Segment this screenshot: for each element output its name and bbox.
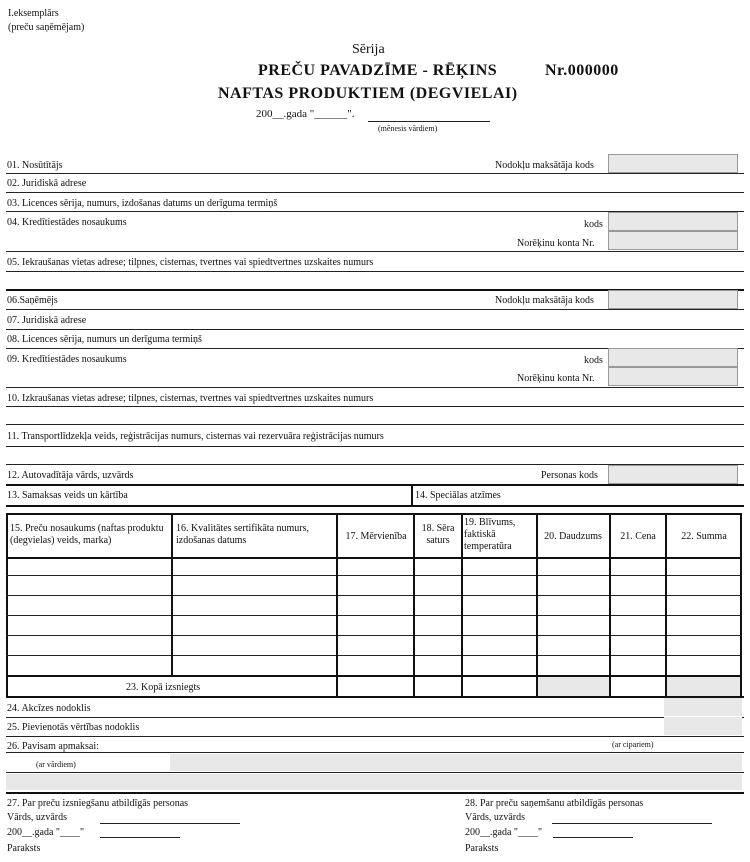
table-col-line	[171, 513, 173, 675]
receiver-account-label: Norēķinu konta Nr.	[517, 373, 595, 384]
divider	[6, 309, 744, 310]
sender-bank-code-label: kods	[584, 219, 603, 230]
divider	[6, 424, 744, 425]
sender-account-label: Norēķinu konta Nr.	[517, 238, 595, 249]
month-hint: (mēnesis vārdiem)	[378, 124, 438, 133]
in-digits-hint: (ar cipariem)	[612, 740, 654, 749]
receiver-tax-code-label: Nodokļu maksātāja kods	[495, 295, 594, 306]
receiver-name-label: Vārds, uzvārds	[465, 812, 525, 823]
table-header-divider	[6, 557, 742, 559]
col-header-product: 15. Preču nosaukums (naftas produktu (degvielas) veids, marka)	[10, 523, 164, 546]
sender-bank-label: 04. Kredītiestādes nosaukums	[7, 217, 127, 228]
issuer-name-line[interactable]	[100, 823, 240, 824]
section-divider	[6, 484, 744, 486]
payment-method-label: 13. Samaksas veids un kārtība	[7, 490, 128, 501]
receiver-legal-address-label: 07. Juridiskā adrese	[7, 315, 87, 326]
loading-address-label: 05. Iekraušanas vietas adrese; tilpnes, cisternas, tvertnes vai spiedtvertnes uzskaites numurs	[7, 257, 374, 268]
receiver-date-line[interactable]	[553, 837, 633, 838]
sender-bank-code-field[interactable]	[608, 212, 738, 231]
col-header-price: 21. Cena	[620, 531, 656, 542]
divider	[6, 736, 744, 737]
receiver-signature-label: Paraksts	[465, 843, 499, 854]
sender-legal-address-label: 02. Juridiskā adrese	[7, 178, 87, 189]
issuer-name-label: Vārds, uzvārds	[7, 812, 67, 823]
copy-number: I.eksemplārs	[8, 8, 59, 19]
col-header-density: 19. Blīvums, faktiskā temperatūra	[464, 517, 516, 552]
divider	[6, 406, 744, 407]
special-notes-label: 14. Speciālas atzīmes	[415, 490, 501, 501]
total-words-field-2[interactable]	[6, 774, 742, 790]
sender-account-field[interactable]	[608, 231, 738, 250]
section-divider	[6, 792, 744, 794]
personal-code-label: Personas kods	[541, 470, 598, 481]
table-col-line	[336, 513, 338, 696]
divider	[6, 387, 744, 388]
table-bottom-line	[6, 696, 744, 698]
driver-label: 12. Autovadītāja vārds, uzvārds	[7, 470, 134, 481]
receiver-bank-label: 09. Kredītiestādes nosaukums	[7, 354, 127, 365]
excise-tax-field[interactable]	[664, 698, 742, 716]
copy-recipient-note: (preču saņēmējam)	[8, 22, 85, 33]
excise-tax-label: 24. Akcīzes nodoklis	[7, 703, 91, 714]
vat-field[interactable]	[664, 717, 742, 735]
divider	[6, 271, 744, 272]
issuer-signature-label: Paraksts	[7, 843, 41, 854]
col-header-unit: 17. Mērvienība	[345, 531, 407, 542]
table-total-line	[6, 675, 742, 677]
receiver-date-label: 200__.gada "____"	[465, 827, 543, 838]
table-row-line	[6, 635, 742, 636]
total-quantity-field[interactable]	[538, 677, 609, 696]
divider	[6, 329, 744, 330]
section-divider	[6, 505, 744, 507]
date-month-underline	[368, 121, 490, 122]
divider	[6, 446, 744, 447]
table-row-line	[6, 575, 742, 576]
goods-table	[6, 513, 742, 696]
table-row-line	[6, 595, 742, 596]
col-header-quantity: 20. Daudzums	[544, 531, 602, 542]
receiver-license-label: 08. Licences sērija, numurs un derīguma termiņš	[7, 334, 202, 345]
divider	[6, 717, 744, 718]
total-issued-label: 23. Kopā izsniegts	[126, 682, 201, 693]
divider	[6, 192, 744, 193]
receiver-title: 28. Par preču saņemšanu atbildīgās personas	[465, 798, 644, 809]
col-header-sulfur: 18. Sēra saturs	[421, 523, 455, 546]
column-divider	[411, 484, 413, 505]
receiver-label: 06.Saņēmējs	[7, 295, 58, 306]
table-col-line	[665, 513, 667, 696]
table-row-line	[6, 615, 742, 616]
table-col-line	[461, 513, 463, 696]
total-sum-field[interactable]	[667, 677, 740, 696]
table-col-line	[413, 513, 415, 696]
vat-label: 25. Pievienotās vērtības nodoklis	[7, 722, 140, 733]
receiver-bank-code-label: kods	[584, 355, 603, 366]
receiver-account-field[interactable]	[608, 367, 738, 386]
divider	[6, 752, 744, 753]
receiver-bank-code-field[interactable]	[608, 348, 738, 367]
document-title: PREČU PAVADZĪME - RĒĶINS	[258, 62, 498, 79]
sender-label: 01. Nosūtītājs	[7, 160, 63, 171]
unloading-address-label: 10. Izkraušanas vietas adrese; tilpnes, cisternas, tvertnes vai spiedtvertnes uzskaites numurs	[7, 393, 374, 404]
issuer-title: 27. Par preču izsniegšanu atbildīgās personas	[7, 798, 189, 809]
col-header-sum: 22. Summa	[681, 531, 727, 542]
total-payment-label: 26. Pavisam apmaksai:	[7, 741, 99, 752]
date-line: 200__.gada "______".	[256, 108, 355, 120]
table-row-line	[6, 655, 742, 656]
document-number: Nr.000000	[545, 62, 619, 79]
sender-license-label: 03. Licences sērija, numurs, izdošanas datums un derīguma termiņš	[7, 198, 278, 209]
issuer-date-label: 200__.gada "____"	[7, 827, 85, 838]
sender-tax-code-field[interactable]	[608, 154, 738, 173]
receiver-tax-code-field[interactable]	[608, 290, 738, 309]
issuer-date-line[interactable]	[100, 837, 180, 838]
table-col-line	[609, 513, 611, 696]
col-header-certificate: 16. Kvalitātes sertifikāta numurs, izdošanas datums	[176, 523, 310, 546]
series-label: Sērija	[352, 42, 385, 57]
receiver-name-line[interactable]	[552, 823, 712, 824]
divider	[6, 772, 744, 773]
divider	[6, 173, 744, 174]
divider	[6, 251, 744, 252]
total-words-field[interactable]	[170, 754, 742, 771]
in-words-hint: (ar vārdiem)	[36, 760, 76, 769]
sender-tax-code-label: Nodokļu maksātāja kods	[495, 160, 594, 171]
personal-code-field[interactable]	[608, 465, 738, 484]
document-subtitle: NAFTAS PRODUKTIEM (DEGVIELAI)	[218, 85, 518, 102]
vehicle-label: 11. Transportlīdzekļa veids, reģistrācijas numurs, cisternas vai rezervuāra reģistrācijas numurs	[7, 431, 384, 442]
